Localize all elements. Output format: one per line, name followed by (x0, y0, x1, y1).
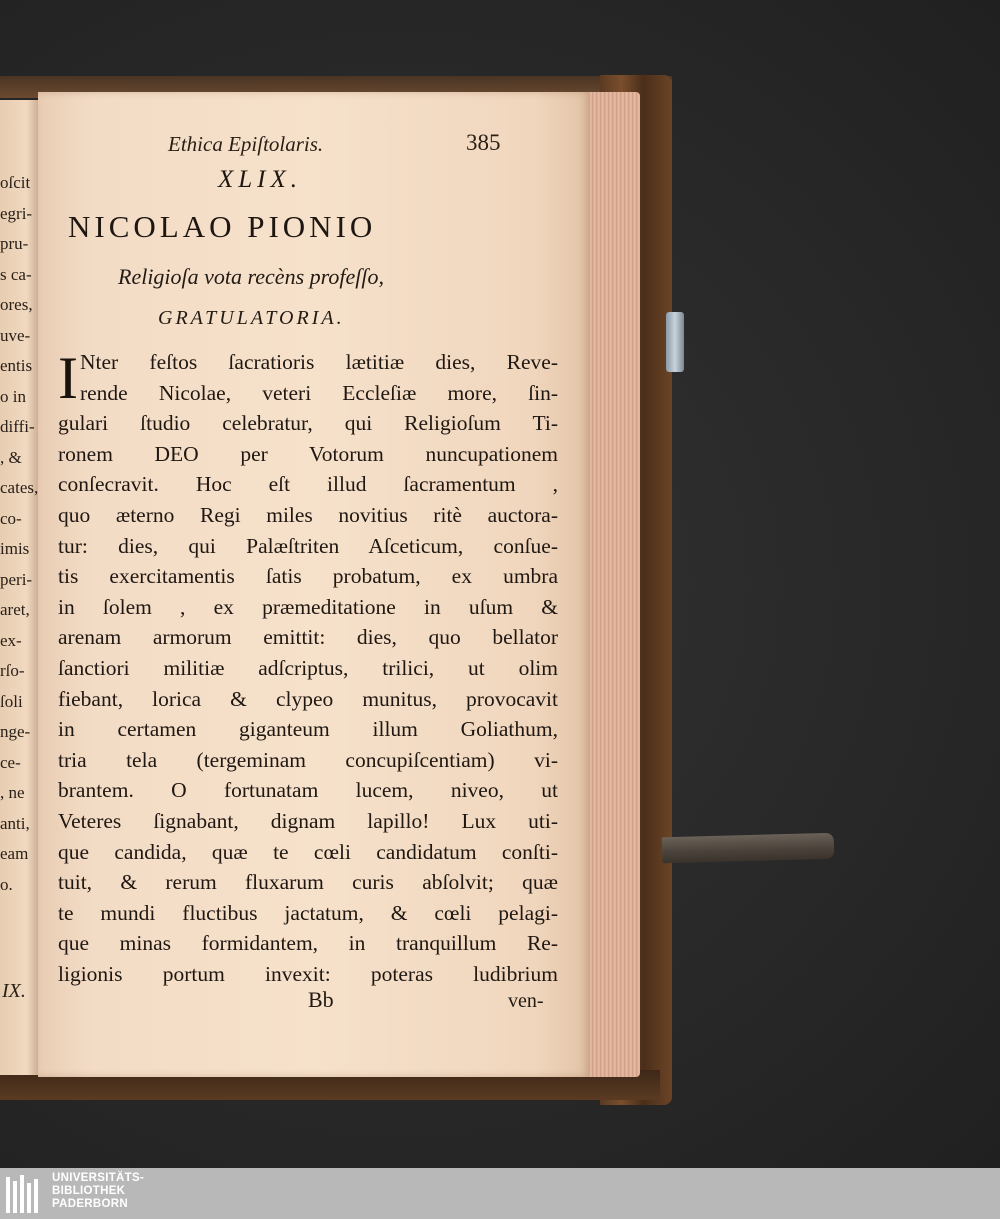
body-line: brantem. O fortunatam lucem, niveo, ut (58, 778, 558, 803)
drop-cap: I (58, 345, 78, 411)
signature-mark: Bb (308, 987, 334, 1012)
body-line: quo æterno Regi miles novitius ritè auctora- (58, 502, 558, 527)
body-line: in ſolem , ex præmeditatione in uſum & (58, 594, 558, 619)
left-page-fragment-line: rſo- (0, 661, 25, 680)
left-page-fragment-line: s ca- (0, 264, 32, 284)
library-footer (0, 1168, 1000, 1219)
running-head: Ethica Epiſtolaris. (168, 132, 324, 156)
letter-body (58, 347, 558, 989)
body-line: conſecravit. Hoc eſt illud ſacramentum , (58, 472, 558, 497)
body-line: Veteres ſignabant, dignam lapillo! Lux uti- (58, 808, 558, 833)
left-page-bottom-text: IX. (2, 980, 26, 1002)
body-line: in certamen giganteum illum Goliathum, (58, 717, 558, 742)
library-name (52, 1172, 144, 1211)
body-line: gulari ſtudio celebratur, qui Religioſum Ti- (58, 411, 558, 436)
left-page-fragment-line: o in (0, 386, 26, 406)
body-line: ſanctiori militiæ adſcriptus, trilici, ut olim (58, 655, 558, 680)
left-page-fragment-line: pru- (0, 234, 29, 253)
letter-genre: GRATULATORIA. (158, 307, 345, 329)
left-page-fragment-line: uve- (0, 325, 31, 345)
left-page-fragment-line: nge- (0, 722, 31, 741)
left-page-fragment-line: oſcit (0, 173, 31, 192)
library-name-line1: UNIVERSITÄTS- (52, 1172, 145, 1184)
left-page-text (0, 100, 38, 992)
left-page-fragment-line: ſoli (0, 691, 23, 711)
left-page-fragment-line: anti, (0, 813, 30, 833)
left-page-fragment-line: entis (0, 356, 33, 375)
letter-number: XLIX. (218, 166, 303, 193)
body-line: arenam armorum emittit: dies, quo bellator (58, 625, 558, 650)
body-line: que minas formidantem, in tranquillum Re- (58, 931, 558, 956)
left-page-fragment-line (0, 931, 38, 962)
catchword: ven- (508, 990, 544, 1012)
left-page-fragment-line: eam (0, 844, 29, 863)
body-line: fiebant, lorica & clypeo munitus, provocavit (58, 686, 558, 711)
left-page-fragment-line: ores, (0, 295, 33, 314)
body-line: Nter feſtos ſacratioris lætitiæ dies, Reve- (79, 350, 558, 374)
left-page-fragment-line: diffi- (0, 417, 35, 436)
left-page-fragment-line (0, 900, 38, 931)
left-page-fragment-line: , & (0, 447, 22, 467)
body-line: tria tela (tergeminam concupiſcentiam) vi- (58, 747, 558, 772)
left-page-fragment-line: aret, (0, 600, 30, 619)
left-page-fragment-line: ex- (0, 630, 22, 650)
letter-addressee: NICOLAO PIONIO (68, 209, 377, 244)
body-line: ronem DEO per Votorum nuncupationem (58, 441, 558, 466)
body-line: tis exercitamentis ſatis probatum, ex umbra (58, 564, 558, 589)
page-fore-edge (585, 92, 640, 1077)
body-line: rende Nicolae, veteri Eccleſiæ more, ſin- (79, 380, 558, 405)
left-page-fragment (0, 100, 38, 1075)
left-page-fragment-line: , ne (0, 783, 25, 802)
clasp-upper (666, 312, 684, 372)
library-name-line2: BIBLIOTHEK (52, 1185, 126, 1197)
body-line: que candida, quæ te cœli candidatum conſti- (58, 839, 558, 864)
library-logo-icon (4, 1173, 46, 1215)
letter-subtitle: Religioſa vota recèns profeſſo, (118, 264, 384, 289)
body-line: tur: dies, qui Palæſtriten Aſceticum, conſue- (58, 533, 558, 558)
left-page-fragment-line: co- (0, 508, 22, 528)
clasp-lower (662, 833, 835, 863)
left-page-fragment-line: ce- (0, 752, 21, 772)
left-page-fragment-line: imis (0, 539, 30, 558)
left-page-fragment-line: o. (0, 874, 13, 894)
left-page-fragment-line: peri- (0, 569, 33, 589)
body-line: tuit, & rerum fluxarum curis abſolvit; quæ (58, 870, 558, 895)
left-page-fragment-line: cates, (0, 478, 38, 497)
body-line: te mundi fluctibus jactatum, & cœli pelagi- (58, 900, 558, 925)
body-line: ligionis portum invexit: poteras ludibrium (58, 961, 558, 986)
book-page (38, 92, 590, 1077)
left-page-fragment-line: egri- (0, 203, 33, 223)
page-number: 385 (466, 130, 501, 155)
library-name-line3: PADERBORN (52, 1198, 128, 1210)
